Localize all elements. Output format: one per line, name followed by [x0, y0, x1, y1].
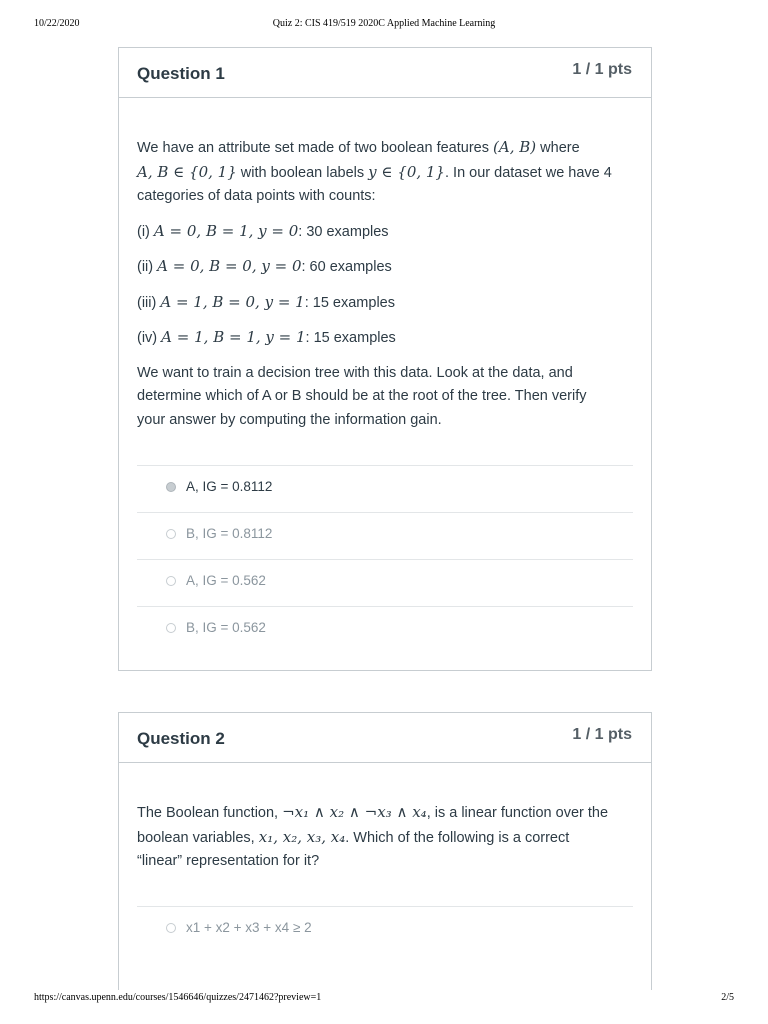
page-number: 2/5: [721, 992, 734, 1003]
math-expression: A, B ∈ {0, 1}: [137, 162, 237, 181]
question-2-points: 1 / 1 pts: [572, 726, 632, 743]
pdf-header: [0, 18, 768, 32]
question-2-text: [119, 763, 651, 874]
text-fragment: We have an attribute set made of two boolean features: [137, 140, 494, 156]
item-prefix: (i): [137, 223, 154, 240]
item-prefix: (iii): [137, 294, 161, 311]
list-item-2: [137, 255, 633, 280]
math-expression: y ∈ {0, 1}: [368, 162, 445, 181]
math-expression: A = 0, B = 0, y = 0: [157, 257, 302, 275]
answer-label: x1 + x2 + x3 + x4 ≥ 2: [186, 920, 312, 935]
math-expression: ¬x₁ ∧ x₂ ∧ ¬x₃ ∧ x₄: [282, 803, 427, 821]
item-prefix: (iv): [137, 330, 162, 346]
question-1-card: [118, 47, 652, 671]
answer-option[interactable]: [137, 606, 633, 653]
text-fragment: categories of data points with counts:: [137, 188, 376, 204]
question-2-title: Question 2: [137, 729, 225, 748]
print-title: Quiz 2: CIS 419/519 2020C Applied Machine Learning: [272, 18, 496, 29]
answer-label: B, IG = 0.562: [186, 620, 266, 635]
radio-icon[interactable]: [166, 623, 176, 633]
text-fragment: , is a linear function over the: [426, 805, 609, 821]
text-fragment: . In our dataset we have 4: [444, 164, 612, 181]
text-fragment: The Boolean function,: [137, 805, 283, 821]
radio-icon[interactable]: [166, 529, 176, 539]
question-2-paragraph: [137, 801, 633, 874]
text-fragment: determine which of A or B should be at the root of the tree. Then verify: [137, 388, 587, 404]
text-fragment: where: [536, 140, 580, 156]
question-1-answers: [137, 465, 633, 653]
answer-option[interactable]: [137, 465, 633, 512]
question-1-paragraph-2: [137, 362, 633, 433]
print-url: https://canvas.upenn.edu/courses/1546646/quizzes/2471462?preview=1: [34, 992, 322, 1003]
text-fragment: “linear” representation for it?: [137, 853, 320, 869]
text-fragment: We want to train a decision tree with this data. Look at the data, and: [137, 364, 573, 381]
answer-label: B, IG = 0.8112: [186, 526, 273, 541]
question-1-paragraph-1: [137, 136, 633, 209]
text-fragment: with boolean labels: [236, 164, 369, 181]
question-2-answers: [137, 906, 633, 953]
math-expression: A = 0, B = 1, y = 0: [153, 221, 299, 240]
item-suffix: : 15 examples: [304, 294, 395, 311]
math-expression: x₁, x₂, x₃, x₄: [258, 827, 346, 846]
item-suffix: : 15 examples: [305, 330, 396, 346]
math-expression: A = 1, B = 1, y = 1: [161, 328, 306, 346]
radio-selected-icon[interactable]: [166, 482, 176, 492]
list-item-4: [137, 326, 633, 351]
math-expression: A = 1, B = 0, y = 1: [160, 292, 305, 311]
answer-option[interactable]: [137, 906, 633, 953]
math-expression: (A, B): [493, 138, 537, 156]
list-item-3: [137, 291, 633, 316]
question-1-points: 1 / 1 pts: [572, 61, 632, 78]
item-suffix: : 60 examples: [301, 259, 392, 275]
question-1-title: Question 1: [137, 64, 225, 83]
answer-option[interactable]: [137, 559, 633, 606]
radio-icon[interactable]: [166, 576, 176, 586]
item-prefix: (ii): [137, 259, 158, 275]
list-item-1: [137, 220, 633, 245]
text-fragment: boolean variables,: [137, 829, 259, 846]
question-1-text: [119, 98, 651, 432]
item-suffix: : 30 examples: [298, 223, 389, 240]
question-1-header: [119, 48, 651, 98]
answer-label: A, IG = 0.562: [186, 573, 266, 588]
radio-icon[interactable]: [166, 923, 176, 933]
print-date: 10/22/2020: [34, 18, 80, 29]
text-fragment: your answer by computing the information gain.: [137, 411, 442, 428]
text-fragment: . Which of the following is a correct: [345, 829, 570, 846]
question-2-header: [119, 713, 651, 763]
question-2-card: [118, 712, 652, 990]
answer-label: A, IG = 0.8112: [186, 479, 273, 494]
answer-option[interactable]: [137, 512, 633, 559]
